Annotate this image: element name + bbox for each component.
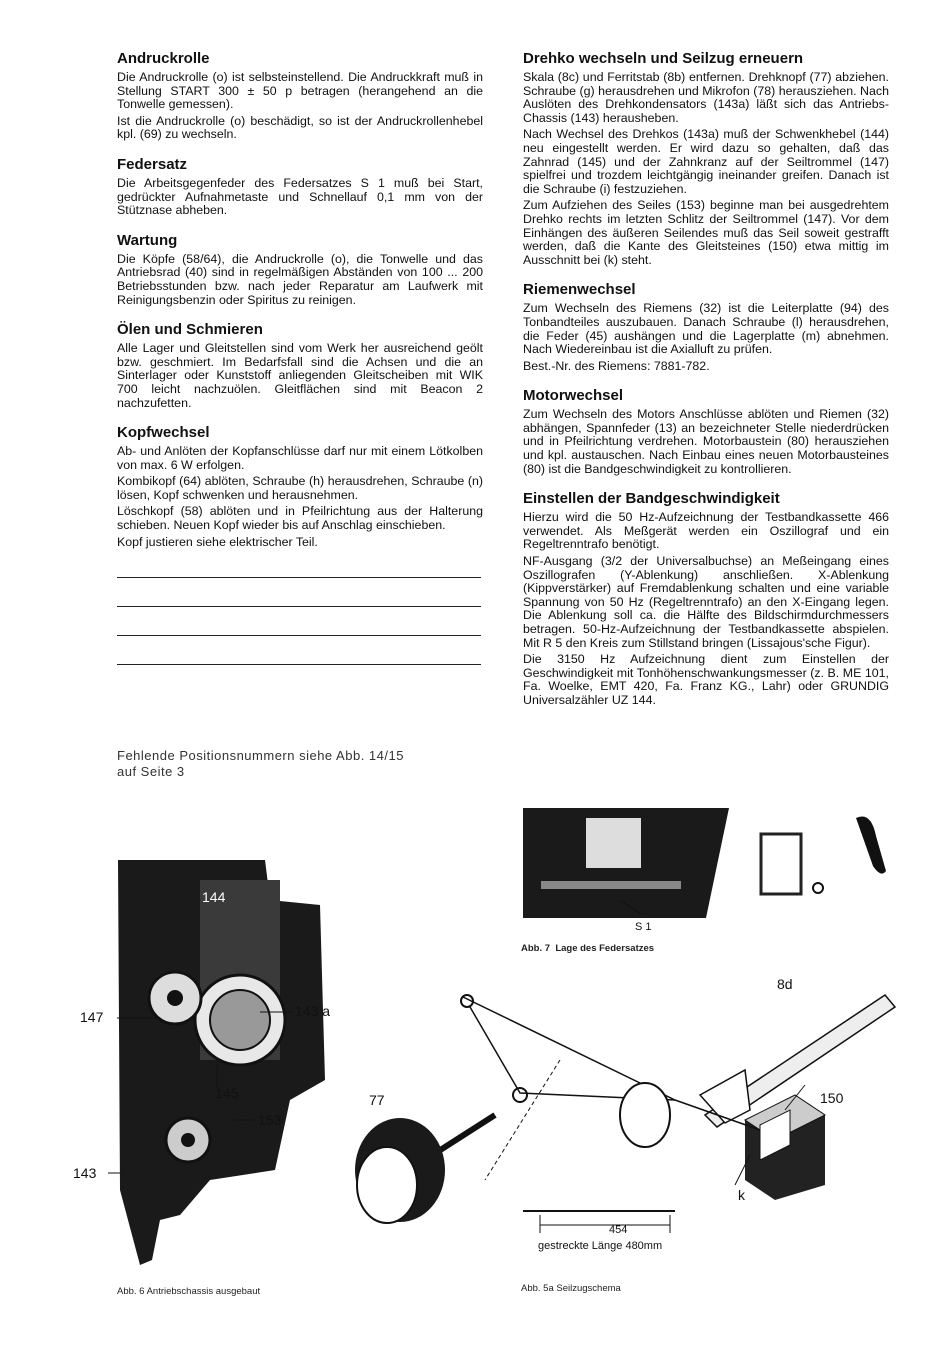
section-title: Ölen und Schmieren [117,321,263,339]
section-motorwechsel [523,387,889,476]
label-s1: S 1 [635,921,652,933]
photo-lever [856,816,886,873]
photo-light-plate [586,818,641,868]
paragraph: Die Köpfe (58/64), die Andruckrolle (o), die Tonwelle und das Antriebsrad (40) sind in regelmäßigen Abständen von 100 ... 200 Betriebsstunden bzw. nach jeder Reparatur am Laufwerk mit Reinigungsbenzin oder Spiritus zu reinigen. [117,251,483,307]
figure-5a-caption: Abb. 5a Seilzugschema [521,1283,621,1294]
blank-line [117,577,481,578]
paragraph: Die Andruckrolle (o) ist selbsteinstellend. Die Andruckkraft muß in Stellung START 300 ± 50 p betragen (herangehend an die Tonwelle gemessen). [117,70,483,112]
paragraph: Löschkopf (58) ablöten und in Pfeilrichtung aus der Halterung schieben. Neuen Kopf wieder bis auf Anschlag einschieben. [117,504,483,533]
figure-7-spring-set [521,806,901,936]
section-title: Riemenwechsel [523,281,636,299]
section-wartung [117,232,483,307]
section-andruckrolle [117,50,483,142]
paragraph: Alle Lager und Gleitstellen sind vom Werk her ausreichend geölt bzw. geschmiert. Im Bedarfsfall sind die Achsen und die an Sinterlager oder Kunststoff anliegenden Gleitscheiben mit WIK 700 leicht nachzuölen. Gleitflächen sind mit Beacon 2 nachzufetten. [117,341,483,410]
note-line: auf Seite 3 [117,764,185,779]
caption-text: Lage des Federsatzes [555,943,655,954]
section-title: Kopfwechsel [117,424,210,442]
section-drehko [523,50,889,267]
right-column [523,50,889,722]
section-riemenwechsel [523,281,889,373]
paragraph: Kombikopf (64) ablöten, Schraube (h) herausdrehen, Schraube (n) lösen, Kopf schwenken und herausnehmen. [117,474,483,502]
label-145: 145 [215,1085,239,1101]
paragraph: Hierzu wird die 50 Hz-Aufzeichnung der Testbandkassette 466 verwendet. Als Meßgerät werden ein Oszillograf und ein Regeltrenntrafo benötigt. [523,510,889,552]
section-kopfwechsel [117,424,483,665]
label-143a: 143 a [295,1003,331,1019]
gear-inner [210,990,270,1050]
paragraph: Zum Aufziehen des Seiles (153) beginne man bei ausgedrehtem Drehko rechts im letzten Schlitz der Seiltrommel (147). Vor dem Einhängen des äußeren Seilendes muß das Seil soweit gestrafft werden, daß die Kante des Gleitsteines (150) etwa mittig im Ausschnitt bei (k) steht. [523,198,889,267]
paragraph: Ist die Andruckrolle (o) beschädigt, so ist der Andruckrollenhebel kpl. (69) zu wechseln. [117,113,483,142]
caption-number: Abb. 7 [521,943,551,954]
note-line: Fehlende Positionsnummern siehe Abb. 14/15 [117,748,404,763]
section-title: Federsatz [117,155,188,173]
paragraph: Die Arbeitsgegenfeder des Federsatzes S 1 muß bei Start, gedrückter Aufnahmetaste und Schnellauf 0,1 mm von der Stütznase abheben. [117,175,483,218]
section-oelen [117,321,483,410]
section-title: Wartung [117,231,178,249]
paragraph: NF-Ausgang (3/2 der Universalbuchse) an Meßeingang eines Oszillografen (Y-Ablenkung) anschließen. X-Ablenkung (Kippverstärker) auf Fremdablenkung schalten und eine variable Spannung von 50 Hz (Regeltrenntrafo) an den X-Eingang legen. Die Ablenkung soll ca. die Hälfte des Bildschirmdurchmessers betragen. 50-Hz-Aufzeichnung der Testbandkassette abspielen. Mit R 5 den Kreis zum Stillstand bringen (Lissajous'sche Figur). [523,554,889,650]
section-title: Einstellen der Bandgeschwindigkeit [523,490,780,508]
label-153: 153 [258,1112,282,1128]
cable-drum [620,1083,670,1147]
paragraph: Nach Wechsel des Drehkos (143a) muß der Schwenkhebel (144) neu eingestellt werden. Er wird dazu so gehalten, daß das Zahnrad (145) und der Zahnkranz auf der Seiltrommel (147) spielfrei und trozdem leichtgängig ineinander greifen. Danach ist die Schraube (i) festzuziehen. [523,127,889,196]
section-federsatz [117,156,483,218]
paragraph: Die 3150 Hz Aufzeichnung dient zum Einstellen der Geschwindigkeit mit Tonhöhenschwankungsmesser (z. B. ME 101, Fa. Woelke, EMT 420, Fa. Franz KG., Lahr) oder GRUNDIG Universalzähler UZ 144. [523,652,889,707]
knob-face [357,1147,417,1223]
spring-coil [513,1088,527,1102]
figure-6-caption: Abb. 6 Antriebschassis ausgebaut [117,1286,261,1297]
section-title: Andruckrolle [117,50,210,67]
label-k: k [738,1187,745,1203]
photo-spring [541,881,681,889]
missing-positions-note [117,748,404,780]
paragraph: Kopf justieren siehe elektrischer Teil. [117,534,318,549]
label-147: 147 [80,1009,104,1025]
label-length: gestreckte Länge 480mm [538,1240,663,1252]
label-143: 143 [73,1165,97,1181]
paragraph: Ab- und Anlöten der Kopfanschlüsse darf nur mit einem Lötkolben von max. 6 W erfolgen. [117,444,483,472]
label-144: 144 [202,889,226,905]
label-454: 454 [609,1224,628,1236]
section-bandgeschwindigkeit [523,490,889,707]
pulley-hub [181,1133,195,1147]
screw-icon [813,883,823,893]
left-column [117,50,483,679]
paragraph: Zum Wechseln des Motors Anschlüsse ablöten und Riemen (32) abhängen, Spannfeder (13) an bezeichneter Stelle niederdrücken und in Pfeilrichtung verdrehen. Motorbaustein (80) herausziehen und kpl. austauschen. Nach Einbau eines neuen Motorbausteines (80) ist die Bandgeschwindigkeit zu kontrollieren. [523,407,889,476]
blank-line [117,664,481,665]
paragraph: Best.-Nr. des Riemens: 7881-782. [523,358,710,373]
label-77: 77 [369,1092,385,1108]
blank-line [117,635,481,636]
label-8d: 8d [777,976,793,992]
figure-7-caption [521,943,654,954]
drum-hub [167,990,183,1006]
paragraph: Skala (8c) und Ferritstab (8b) entfernen. Drehknopf (77) abziehen. Schraube (g) herausdrehen und Mikrofon (78) herausziehen. Nach Auslöten des Drehkondensators (143a) läßt sich das Antriebs-Chassis (143) herausheben. [523,70,889,125]
blank-line [117,606,481,607]
figure-5a-cable-scheme [345,975,905,1285]
photo-bracket [761,834,801,894]
section-title: Motorwechsel [523,387,624,405]
section-title: Drehko wechseln und Seilzug erneuern [523,50,804,67]
label-150: 150 [820,1090,844,1106]
paragraph: Zum Wechseln des Riemens (32) ist die Leiterplatte (94) des Tonbandteiles auszubauen. Danach Schraube (l) herausdrehen, die Feder (45) aushängen und die Lagerplatte (m) abnehmen. Nach Wiedereinbau ist die Axialluft zu prüfen. [523,301,889,357]
